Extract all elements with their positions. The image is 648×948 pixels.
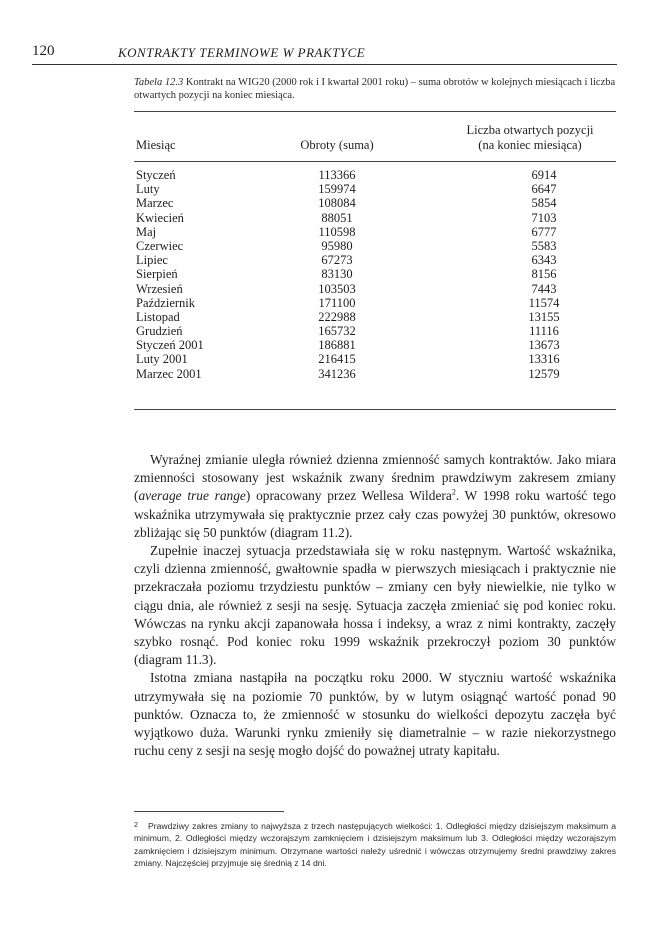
paragraph-1-part-c: . W 1998 roku wartość tego wskaźnika utrzymywała się praktycznie przez cały czas powyżej 30 punktów, okresowo zbliżając się 50 punktów (diagram 11.2). bbox=[134, 488, 617, 540]
table-cell-open-positions: 6647 bbox=[531, 182, 557, 197]
table-cell-month: Luty 2001 bbox=[136, 352, 188, 367]
table-cell-open-positions: 12579 bbox=[528, 366, 560, 381]
footnote bbox=[134, 820, 616, 869]
table-cell-open-positions: 5583 bbox=[531, 238, 557, 253]
table-row bbox=[134, 182, 618, 196]
footnote-text: Prawdziwy zakres zmiany to najwyższa z trzech następujących wielkości: 1. Odległości między dzisiejszym maksimum a minimum, 2. Odległości między wczorajszym zamknięciem i dzisiejszym maksimum lub 3. Odległości między wczorajszym zamknięciem i dzisiejszym minimum. Otrzymane wartości należy uśrednić i wówczas otrzymujemy średni prawdziwy zakres zmiany. Najczęściej przyjmuje się średnią z 14 dni. bbox=[134, 821, 616, 868]
table-cell-turnover: 341236 bbox=[318, 366, 356, 381]
table-row bbox=[134, 253, 618, 267]
table-cell-month: Marzec 2001 bbox=[136, 366, 202, 381]
column-header-open-positions bbox=[440, 123, 620, 153]
footnote-reference: 2 bbox=[451, 487, 456, 497]
column-header-month: Miesiąc bbox=[136, 138, 176, 152]
table-cell-month: Grudzień bbox=[136, 324, 183, 339]
table-cell-turnover: 113366 bbox=[318, 168, 356, 182]
table-bottom-rule bbox=[134, 409, 616, 410]
table-cell-month: Sierpień bbox=[136, 267, 178, 282]
column-header-open-positions-line1: Liczba otwartych pozycji bbox=[466, 123, 594, 137]
table-cell-month: Czerwiec bbox=[136, 238, 184, 253]
table-row bbox=[134, 225, 618, 239]
table-row bbox=[134, 196, 618, 210]
table-cell-turnover: 110598 bbox=[318, 224, 356, 239]
table-cell-turnover: 108084 bbox=[318, 196, 356, 211]
table-header-rule bbox=[134, 161, 616, 162]
table-row bbox=[134, 239, 618, 253]
table-cell-turnover: 67273 bbox=[321, 253, 353, 268]
table-cell-turnover: 216415 bbox=[318, 352, 356, 367]
table-cell-turnover: 159974 bbox=[318, 182, 356, 197]
table-body bbox=[134, 168, 618, 381]
table-cell-turnover: 171100 bbox=[318, 295, 356, 310]
table-cell-turnover: 88051 bbox=[321, 210, 353, 225]
table-cell-open-positions: 11116 bbox=[529, 324, 559, 339]
table-top-rule bbox=[134, 111, 616, 112]
table-cell-month: Październik bbox=[136, 295, 196, 310]
table-cell-open-positions: 13316 bbox=[528, 352, 560, 367]
table-cell-month: Luty bbox=[136, 182, 160, 197]
paragraph-2: Zupełnie inaczej sytuacja przedstawiała się w roku następnym. Wartość wskaźnika, czyli dzienna zmienność, gwałtownie spadła w pierwszych miesiącach i praktycznie nie przekraczała poziomu trzydziestu punktów – zmiany cen były niewielkie, nie tylko w ciągu dnia, ale również z sesji na sesję. Sytuacja zaczęła zmieniać się pod koniec roku. Wówczas na rynku akcji zapanowała hossa i indeksy, a wraz z nimi kontrakty, zaczęły szybko rosnąć. Pod koniec roku 1999 wskaźnik przekroczył poziom 30 punktów (diagram 11.3). bbox=[134, 543, 616, 668]
table-cell-open-positions: 6343 bbox=[531, 253, 557, 268]
paragraph-1 bbox=[134, 451, 616, 542]
footnote-marker: 2 bbox=[134, 822, 138, 829]
paragraph-1-part-b: ) opracowany przez Wellesa Wildera bbox=[245, 488, 452, 504]
table-cell-turnover: 83130 bbox=[321, 267, 353, 282]
column-header-open-positions-line2: (na koniec miesiąca) bbox=[478, 138, 582, 152]
column-header-turnover: Obroty (suma) bbox=[300, 138, 374, 152]
table-cell-turnover: 95980 bbox=[321, 238, 353, 253]
table-cell-month: Marzec bbox=[136, 196, 174, 211]
table-row bbox=[134, 352, 618, 366]
table-caption bbox=[134, 76, 616, 102]
table-row bbox=[134, 367, 618, 381]
page-number: 120 bbox=[32, 43, 55, 59]
table-cell-open-positions: 8156 bbox=[531, 267, 557, 282]
table-cell-open-positions: 6914 bbox=[531, 168, 557, 182]
table-row bbox=[134, 338, 618, 352]
table-cell-turnover: 103503 bbox=[318, 281, 356, 296]
table-cell-open-positions: 5854 bbox=[531, 196, 557, 211]
table-row bbox=[134, 211, 618, 225]
table-cell-turnover: 165732 bbox=[318, 324, 356, 339]
paragraph-1-part-a: Wyraźnej zmianie uległa również dzienna zmienność samych kontraktów. Jako miara zmienności stosowany jest wskaźnik zwany średnim prawdziwym zakresem zmiany ( bbox=[134, 452, 616, 504]
table-cell-month: Listopad bbox=[136, 309, 180, 324]
table-cell-month: Kwiecień bbox=[136, 210, 184, 225]
table-cell-open-positions: 7443 bbox=[531, 281, 557, 296]
paragraph-3: Istotna zmiana nastąpiła na początku roku 2000. W styczniu wartość wskaźnika utrzymywała się na poziomie 70 punktów, by w lutym osiągnąć wartość ponad 90 punktów. Oznacza to, że zmienność w stosunku do wielkości depozytu zaczęła być wyjątkowo duża. Warunki rynku zmieniły się diametralnie – w razie niekorzystnego ruchu ceny z sesji na sesję mogło dojść do poważnej utraty kapitału. bbox=[134, 670, 616, 759]
table-row bbox=[134, 296, 618, 310]
table-cell-turnover: 186881 bbox=[318, 338, 356, 353]
body-text bbox=[134, 451, 616, 760]
table-cell-open-positions: 13155 bbox=[528, 309, 560, 324]
table-cell-open-positions: 13673 bbox=[528, 338, 560, 353]
table-row bbox=[134, 324, 618, 338]
table-cell-month: Maj bbox=[136, 224, 157, 239]
table-row bbox=[134, 310, 618, 324]
page-header bbox=[32, 43, 617, 65]
header-rule bbox=[32, 64, 617, 65]
table-cell-month: Wrzesień bbox=[136, 281, 183, 296]
table-row bbox=[134, 267, 618, 281]
table-caption-label: Tabela 12.3 bbox=[134, 77, 184, 88]
table-cell-open-positions: 7103 bbox=[531, 210, 557, 225]
footnote-rule bbox=[134, 811, 284, 812]
running-title: KONTRAKTY TERMINOWE W PRAKTYCE bbox=[118, 45, 366, 60]
table-cell-month: Lipiec bbox=[136, 253, 168, 268]
table-row bbox=[134, 282, 618, 296]
table-caption-text: Kontrakt na WIG20 (2000 rok i I kwartał 2001 roku) – suma obrotów w kolejnych miesiącach i liczba otwartych pozycji na koniec miesiąca. bbox=[134, 77, 616, 101]
paragraph-1-term: average true range bbox=[138, 488, 246, 504]
table-cell-month: Styczeń bbox=[136, 168, 176, 182]
table-cell-turnover: 222988 bbox=[318, 309, 356, 324]
table-cell-open-positions: 11574 bbox=[528, 295, 560, 310]
table-cell-month: Styczeń 2001 bbox=[136, 338, 204, 353]
table-cell-open-positions: 6777 bbox=[531, 224, 557, 239]
table-row bbox=[134, 168, 618, 182]
